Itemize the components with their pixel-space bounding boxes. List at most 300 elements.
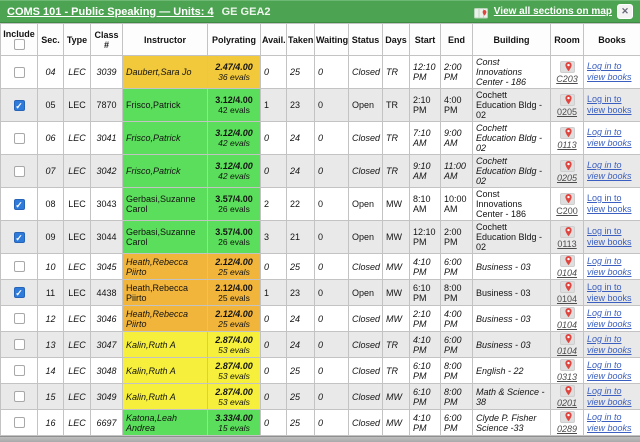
section-type: LEC xyxy=(64,358,91,384)
section-number: 05 xyxy=(38,89,64,122)
building-cell: Business - 03 xyxy=(473,332,551,358)
room-cell xyxy=(551,254,584,280)
include-cell xyxy=(1,122,38,155)
instructor-cell: Kalin,Ruth A xyxy=(123,358,208,384)
map-icon xyxy=(474,6,489,18)
evals-count: 53 evals xyxy=(210,371,258,381)
room-link[interactable]: C203 xyxy=(556,74,578,84)
table-row xyxy=(1,155,640,188)
end-time: 8:00 PM xyxy=(441,280,473,306)
avail-count: 1 xyxy=(261,89,287,122)
table-row xyxy=(1,221,640,254)
polyrating-cell xyxy=(208,188,261,221)
polyrating-cell xyxy=(208,155,261,188)
polyrating-cell xyxy=(208,358,261,384)
days-cell: MW xyxy=(383,384,410,410)
class-number: 3043 xyxy=(91,188,123,221)
days-cell: TR xyxy=(383,56,410,89)
start-time: 8:10 AM xyxy=(410,188,441,221)
polyrating-cell xyxy=(208,56,261,89)
section-type: LEC xyxy=(64,410,91,436)
evals-count: 25 evals xyxy=(210,293,258,303)
books-cell xyxy=(584,280,640,306)
status-cell: Closed xyxy=(349,56,383,89)
evals-count: 25 evals xyxy=(210,319,258,329)
room-link[interactable]: 0104 xyxy=(557,294,577,304)
col-header-days: Days xyxy=(383,24,410,56)
days-cell: MW xyxy=(383,410,410,436)
status-cell: Open xyxy=(349,280,383,306)
section-number: 15 xyxy=(38,384,64,410)
evals-count: 53 evals xyxy=(210,345,258,355)
instructor-cell: Heath,Rebecca Piirto xyxy=(123,280,208,306)
books-cell xyxy=(584,384,640,410)
include-all-checkbox[interactable] xyxy=(14,39,25,50)
status-cell: Closed xyxy=(349,332,383,358)
table-row xyxy=(1,188,640,221)
waiting-count: 0 xyxy=(315,254,349,280)
status-cell: Open xyxy=(349,188,383,221)
polyrating-cell xyxy=(208,306,261,332)
polyrating-cell xyxy=(208,89,261,122)
instructor-cell: Kalin,Ruth A xyxy=(123,384,208,410)
end-time: 11:00 AM xyxy=(441,155,473,188)
class-number: 6697 xyxy=(91,410,123,436)
room-link[interactable]: 0113 xyxy=(557,239,576,249)
end-time: 8:00 PM xyxy=(441,384,473,410)
table-row xyxy=(1,122,640,155)
room-cell xyxy=(551,384,584,410)
books-cell xyxy=(584,306,640,332)
books-link[interactable]: Log in to view books xyxy=(587,127,638,149)
course-header-bar xyxy=(0,0,640,23)
avail-count: 3 xyxy=(261,221,287,254)
books-link[interactable]: Log in to view books xyxy=(587,282,638,304)
evals-count: 42 evals xyxy=(210,105,258,115)
end-time: 6:00 PM xyxy=(441,332,473,358)
days-cell: TR xyxy=(383,155,410,188)
days-cell: TR xyxy=(383,358,410,384)
days-cell: MW xyxy=(383,254,410,280)
building-cell: Cochett Education Bldg - 02 xyxy=(473,89,551,122)
evals-count: 25 evals xyxy=(210,267,258,277)
rating-value: 2.87/4.00 xyxy=(210,387,258,397)
start-time: 4:10 PM xyxy=(410,332,441,358)
waiting-count: 0 xyxy=(315,280,349,306)
status-cell: Open xyxy=(349,221,383,254)
map-pin-icon xyxy=(560,385,575,397)
polyrating-cell xyxy=(208,410,261,436)
taken-count: 25 xyxy=(287,384,315,410)
section-number: 08 xyxy=(38,188,64,221)
days-cell: MW xyxy=(383,280,410,306)
status-cell: Closed xyxy=(349,410,383,436)
table-row xyxy=(1,89,640,122)
include-header-label: Include xyxy=(2,29,36,39)
room-link[interactable]: 0104 xyxy=(557,320,577,330)
section-number: 13 xyxy=(38,332,64,358)
include-checkbox[interactable] xyxy=(14,166,25,177)
table-row xyxy=(1,56,640,89)
waiting-count: 0 xyxy=(315,410,349,436)
col-header-type: Type xyxy=(64,24,91,56)
section-number: 06 xyxy=(38,122,64,155)
start-time: 6:10 PM xyxy=(410,384,441,410)
include-checkbox[interactable]: ✓ xyxy=(14,100,25,111)
rating-value: 2.12/4.00 xyxy=(210,257,258,267)
instructor-cell: Frisco,Patrick xyxy=(123,155,208,188)
rating-value: 3.12/4.00 xyxy=(210,128,258,138)
waiting-count: 0 xyxy=(315,188,349,221)
evals-count: 26 evals xyxy=(210,237,258,247)
start-time: 12:10 PM xyxy=(410,221,441,254)
building-cell: Business - 03 xyxy=(473,280,551,306)
room-cell xyxy=(551,89,584,122)
map-pin-icon xyxy=(560,61,575,73)
days-cell: TR xyxy=(383,122,410,155)
room-cell xyxy=(551,332,584,358)
books-cell xyxy=(584,358,640,384)
avail-count: 0 xyxy=(261,358,287,384)
avail-count: 0 xyxy=(261,254,287,280)
books-link[interactable]: Log in to view books xyxy=(587,94,638,116)
start-time: 2:10 PM xyxy=(410,306,441,332)
building-cell: Const Innovations Center - 186 xyxy=(473,56,551,89)
building-cell: Cochett Education Bldg - 02 xyxy=(473,221,551,254)
instructor-cell: Gerbasi,Suzanne Carol xyxy=(123,188,208,221)
end-time: 9:00 AM xyxy=(441,122,473,155)
map-pin-icon xyxy=(560,307,575,319)
section-number: 14 xyxy=(38,358,64,384)
table-row xyxy=(1,384,640,410)
room-cell xyxy=(551,155,584,188)
rating-value: 2.47/4.00 xyxy=(210,62,258,72)
map-pin-icon xyxy=(560,411,575,423)
map-pin-icon xyxy=(560,333,575,345)
books-link[interactable]: Log in to view books xyxy=(587,193,638,215)
room-cell xyxy=(551,188,584,221)
map-pin-icon xyxy=(560,193,575,205)
map-pin-icon xyxy=(560,359,575,371)
include-cell xyxy=(1,155,38,188)
room-cell xyxy=(551,280,584,306)
books-cell xyxy=(584,410,640,436)
rating-value: 2.12/4.00 xyxy=(210,309,258,319)
include-checkbox[interactable]: ✓ xyxy=(14,287,25,298)
end-time: 6:00 PM xyxy=(441,254,473,280)
waiting-count: 0 xyxy=(315,384,349,410)
col-header-start: Start xyxy=(410,24,441,56)
polyrating-cell xyxy=(208,122,261,155)
class-number: 3042 xyxy=(91,155,123,188)
include-cell xyxy=(1,254,38,280)
section-number: 04 xyxy=(38,56,64,89)
col-header-include xyxy=(1,24,38,56)
waiting-count: 0 xyxy=(315,155,349,188)
rating-value: 2.87/4.00 xyxy=(210,361,258,371)
class-number: 3047 xyxy=(91,332,123,358)
start-time: 4:10 PM xyxy=(410,254,441,280)
table-row xyxy=(1,332,640,358)
taken-count: 25 xyxy=(287,56,315,89)
col-header-status: Status xyxy=(349,24,383,56)
room-link[interactable]: 0289 xyxy=(557,424,577,434)
rating-value: 3.12/4.00 xyxy=(210,161,258,171)
map-pin-icon xyxy=(560,226,575,238)
include-checkbox[interactable]: ✓ xyxy=(14,199,25,210)
col-header-section: Sec. xyxy=(38,24,64,56)
rating-value: 3.12/4.00 xyxy=(210,95,258,105)
waiting-count: 0 xyxy=(315,358,349,384)
building-cell: Cochett Education Bldg - 02 xyxy=(473,122,551,155)
class-number: 4438 xyxy=(91,280,123,306)
course-title-link[interactable]: COMS 101 - Public Speaking — Units: 4 xyxy=(7,6,214,18)
books-cell xyxy=(584,122,640,155)
building-cell: Math & Science - 38 xyxy=(473,384,551,410)
taken-count: 22 xyxy=(287,188,315,221)
taken-count: 23 xyxy=(287,89,315,122)
end-time: 2:00 PM xyxy=(441,56,473,89)
include-cell xyxy=(1,410,38,436)
instructor-cell: Frisco,Patrick xyxy=(123,89,208,122)
books-link[interactable]: Log in to view books xyxy=(587,256,638,278)
room-link[interactable]: 0113 xyxy=(557,140,576,150)
waiting-count: 0 xyxy=(315,56,349,89)
start-time: 6:10 PM xyxy=(410,358,441,384)
class-number: 3046 xyxy=(91,306,123,332)
polyrating-cell xyxy=(208,221,261,254)
class-number: 3048 xyxy=(91,358,123,384)
col-header-taken: Taken xyxy=(287,24,315,56)
waiting-count: 0 xyxy=(315,332,349,358)
building-cell: English - 22 xyxy=(473,358,551,384)
section-type: LEC xyxy=(64,56,91,89)
evals-count: 15 evals xyxy=(210,423,258,433)
books-link[interactable]: Log in to view books xyxy=(587,61,638,83)
days-cell: MW xyxy=(383,306,410,332)
polyrating-cell xyxy=(208,384,261,410)
col-header-books: Books xyxy=(584,24,640,56)
room-link[interactable]: 0313 xyxy=(557,372,577,382)
evals-count: 53 evals xyxy=(210,397,258,407)
books-link[interactable]: Log in to view books xyxy=(587,360,638,382)
avail-count: 1 xyxy=(261,280,287,306)
evals-count: 42 evals xyxy=(210,138,258,148)
instructor-cell: Katona,Leah Andrea xyxy=(123,410,208,436)
table-row xyxy=(1,410,640,436)
taken-count: 23 xyxy=(287,280,315,306)
map-pin-icon xyxy=(560,127,575,139)
section-number: 09 xyxy=(38,221,64,254)
include-cell xyxy=(1,56,38,89)
avail-count: 0 xyxy=(261,384,287,410)
days-cell: TR xyxy=(383,332,410,358)
section-number: 16 xyxy=(38,410,64,436)
room-cell xyxy=(551,410,584,436)
room-cell xyxy=(551,306,584,332)
section-type: LEC xyxy=(64,332,91,358)
status-cell: Closed xyxy=(349,358,383,384)
building-cell: Clyde P. Fisher Science -33 xyxy=(473,410,551,436)
books-link[interactable]: Log in to view books xyxy=(587,386,638,408)
books-link[interactable]: Log in to view books xyxy=(587,308,638,330)
start-time: 7:10 AM xyxy=(410,122,441,155)
section-type: LEC xyxy=(64,221,91,254)
status-cell: Closed xyxy=(349,122,383,155)
rating-value: 3.57/4.00 xyxy=(210,194,258,204)
status-cell: Closed xyxy=(349,384,383,410)
books-link[interactable]: Log in to view books xyxy=(587,334,638,356)
taken-count: 24 xyxy=(287,306,315,332)
include-cell xyxy=(1,188,38,221)
taken-count: 24 xyxy=(287,122,315,155)
start-time: 2:10 PM xyxy=(410,89,441,122)
include-cell xyxy=(1,221,38,254)
include-checkbox[interactable] xyxy=(14,261,25,272)
view-all-sections-map-link[interactable]: View all sections on map xyxy=(494,6,612,17)
room-cell xyxy=(551,122,584,155)
taken-count: 25 xyxy=(287,410,315,436)
include-checkbox[interactable] xyxy=(14,313,25,324)
sections-tbody xyxy=(1,56,640,436)
class-number: 3044 xyxy=(91,221,123,254)
section-number: 10 xyxy=(38,254,64,280)
evals-count: 26 evals xyxy=(210,204,258,214)
include-cell xyxy=(1,358,38,384)
building-cell: Business - 03 xyxy=(473,254,551,280)
status-cell: Closed xyxy=(349,254,383,280)
books-link[interactable]: Log in to view books xyxy=(587,412,638,434)
books-link[interactable]: Log in to view books xyxy=(587,226,638,248)
table-row xyxy=(1,280,640,306)
include-checkbox[interactable] xyxy=(14,365,25,376)
class-number: 3039 xyxy=(91,56,123,89)
sections-table xyxy=(0,23,640,436)
status-cell: Closed xyxy=(349,155,383,188)
include-checkbox[interactable]: ✓ xyxy=(14,232,25,243)
section-number: 11 xyxy=(38,280,64,306)
rating-value: 3.57/4.00 xyxy=(210,227,258,237)
room-link[interactable]: 0205 xyxy=(557,173,577,183)
map-pin-icon xyxy=(560,94,575,106)
include-checkbox[interactable] xyxy=(14,417,25,428)
room-cell xyxy=(551,56,584,89)
start-time: 6:10 PM xyxy=(410,280,441,306)
waiting-count: 0 xyxy=(315,306,349,332)
section-type: LEC xyxy=(64,254,91,280)
evals-count: 36 evals xyxy=(210,72,258,82)
avail-count: 2 xyxy=(261,188,287,221)
col-header-waiting: Waiting xyxy=(315,24,349,56)
section-number: 07 xyxy=(38,155,64,188)
books-link[interactable]: Log in to view books xyxy=(587,160,638,182)
days-cell: MW xyxy=(383,221,410,254)
instructor-cell: Daubert,Sara Jo xyxy=(123,56,208,89)
polyrating-cell xyxy=(208,254,261,280)
include-checkbox[interactable] xyxy=(14,133,25,144)
end-time: 4:00 PM xyxy=(441,306,473,332)
class-number: 7870 xyxy=(91,89,123,122)
avail-count: 0 xyxy=(261,306,287,332)
end-time: 10:00 AM xyxy=(441,188,473,221)
days-cell: TR xyxy=(383,89,410,122)
room-link[interactable]: 0104 xyxy=(557,268,577,278)
horizontal-scrollbar[interactable] xyxy=(0,436,640,442)
end-time: 4:00 PM xyxy=(441,89,473,122)
room-cell xyxy=(551,358,584,384)
section-type: LEC xyxy=(64,384,91,410)
avail-count: 0 xyxy=(261,410,287,436)
table-header-row xyxy=(1,24,640,56)
include-checkbox[interactable] xyxy=(14,339,25,350)
room-link[interactable]: 0201 xyxy=(557,398,577,408)
include-checkbox[interactable] xyxy=(14,391,25,402)
class-number: 3045 xyxy=(91,254,123,280)
avail-count: 0 xyxy=(261,122,287,155)
include-cell xyxy=(1,306,38,332)
room-link[interactable]: 0104 xyxy=(557,346,577,356)
status-cell: Open xyxy=(349,89,383,122)
col-header-polyrating: Polyrating xyxy=(208,24,261,56)
end-time: 8:00 PM xyxy=(441,358,473,384)
room-link[interactable]: C200 xyxy=(556,206,578,216)
books-cell xyxy=(584,188,640,221)
section-type: LEC xyxy=(64,122,91,155)
status-cell: Closed xyxy=(349,306,383,332)
books-cell xyxy=(584,221,640,254)
avail-count: 0 xyxy=(261,155,287,188)
books-cell xyxy=(584,155,640,188)
col-header-room: Room xyxy=(551,24,584,56)
rating-value: 2.12/4.00 xyxy=(210,283,258,293)
col-header-end: End xyxy=(441,24,473,56)
instructor-cell: Heath,Rebecca Piirto xyxy=(123,306,208,332)
col-header-class-number: Class # xyxy=(91,24,123,56)
building-cell: Cochett Education Bldg - 02 xyxy=(473,155,551,188)
map-pin-icon xyxy=(560,255,575,267)
ge-tag: GE GEA2 xyxy=(222,6,271,18)
section-type: LEC xyxy=(64,89,91,122)
room-link[interactable]: 0205 xyxy=(557,107,577,117)
taken-count: 25 xyxy=(287,254,315,280)
include-checkbox[interactable] xyxy=(14,67,25,78)
start-time: 4:10 PM xyxy=(410,410,441,436)
days-cell: MW xyxy=(383,188,410,221)
waiting-count: 0 xyxy=(315,122,349,155)
taken-count: 24 xyxy=(287,332,315,358)
rating-value: 3.33/4.00 xyxy=(210,413,258,423)
section-type: LEC xyxy=(64,188,91,221)
include-cell xyxy=(1,332,38,358)
polyrating-cell xyxy=(208,332,261,358)
evals-count: 42 evals xyxy=(210,171,258,181)
instructor-cell: Gerbasi,Suzanne Carol xyxy=(123,221,208,254)
col-header-instructor: Instructor xyxy=(123,24,208,56)
books-cell xyxy=(584,89,640,122)
avail-count: 0 xyxy=(261,332,287,358)
end-time: 2:00 PM xyxy=(441,221,473,254)
section-type: LEC xyxy=(64,280,91,306)
class-number: 3041 xyxy=(91,122,123,155)
map-pin-icon xyxy=(560,160,575,172)
taken-count: 21 xyxy=(287,221,315,254)
include-cell xyxy=(1,384,38,410)
close-button[interactable]: ✕ xyxy=(617,4,633,19)
waiting-count: 0 xyxy=(315,221,349,254)
room-cell xyxy=(551,221,584,254)
start-time: 9:10 AM xyxy=(410,155,441,188)
table-row xyxy=(1,306,640,332)
